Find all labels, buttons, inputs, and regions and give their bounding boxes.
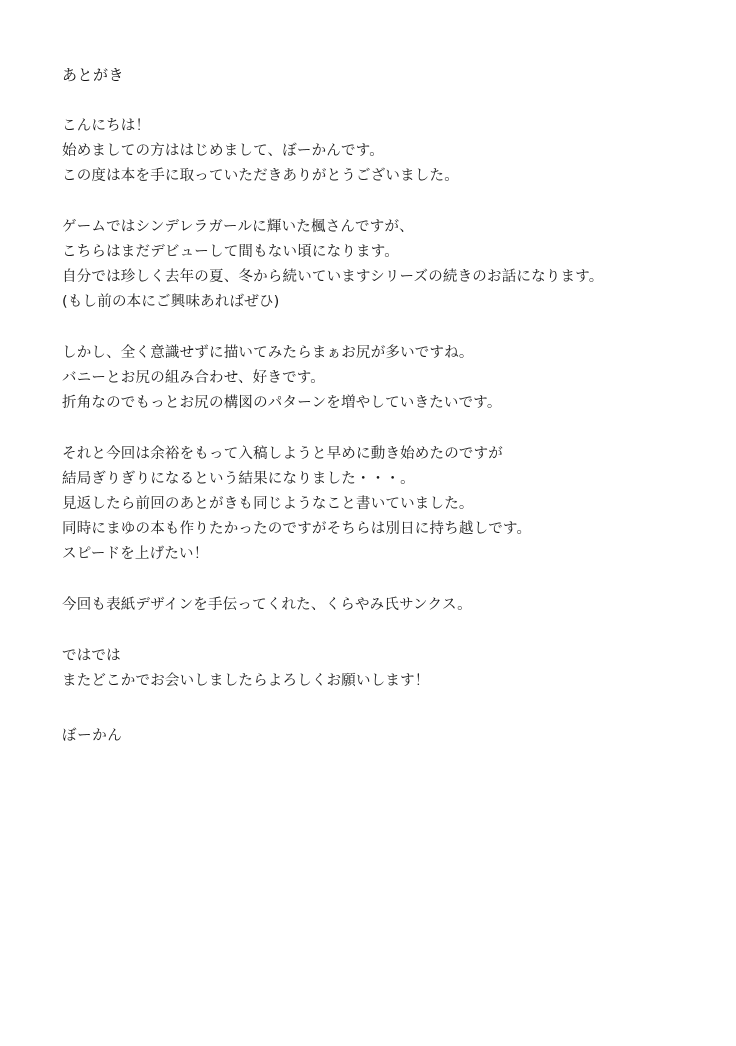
text-line: バニーとお尻の組み合わせ、好きです。: [62, 370, 326, 386]
text-line: またどこかでお会いしましたらよろしくお願いします！: [62, 673, 430, 689]
text-line: こんにちは！: [62, 118, 151, 134]
signature-text: ぼーかん: [62, 728, 123, 744]
author-signature: [62, 724, 688, 749]
paragraph-about-the-work: [62, 215, 688, 315]
paragraph-greeting: [62, 114, 688, 189]
text-line: 自分では珍しく去年の夏、冬から続いていますシリーズの続きのお話になります。: [62, 269, 604, 285]
text-line: ではでは: [62, 648, 121, 664]
text-line: 今回も表紙デザインを手伝ってくれた、くらやみ氏サンクス。: [62, 597, 472, 613]
text-line: 折角なのでもっとお尻の構図のパターンを増やしていきたいです。: [62, 395, 502, 411]
text-line: 結局ぎりぎりになるという結果になりました・・・。: [62, 471, 415, 487]
text-line: (もし前の本にご興味あればぜひ): [62, 294, 280, 310]
paragraph-about-schedule: [62, 442, 688, 567]
text-line: それと今回は余裕をもって入稿しようと早めに動き始めたのですが: [62, 446, 503, 462]
document-body: [62, 62, 688, 749]
text-line: 始めましての方ははじめまして、ぼーかんです。: [62, 143, 384, 159]
text-line: 見返したら前回のあとがきも同じようなこと書いていました。: [62, 496, 474, 512]
text-line: 同時にまゆの本も作りたかったのですがそちらは別日に持ち越しです。: [62, 521, 532, 537]
paragraph-closing: [62, 644, 688, 694]
text-line: この度は本を手に取っていただきありがとうございました。: [62, 168, 459, 184]
text-line: スピードを上げたい！: [62, 546, 209, 562]
paragraph-about-butts: [62, 341, 688, 416]
text-line: ゲームではシンデレラガールに輝いた楓さんですが、: [62, 219, 414, 235]
text-line: しかし、全く意識せずに描いてみたらまぁお尻が多いですね。: [62, 345, 474, 361]
text-line: こちらはまだデビューして間もない頃になります。: [62, 244, 399, 260]
paragraph-thanks: [62, 593, 688, 618]
page-title: あとがき: [62, 66, 125, 84]
